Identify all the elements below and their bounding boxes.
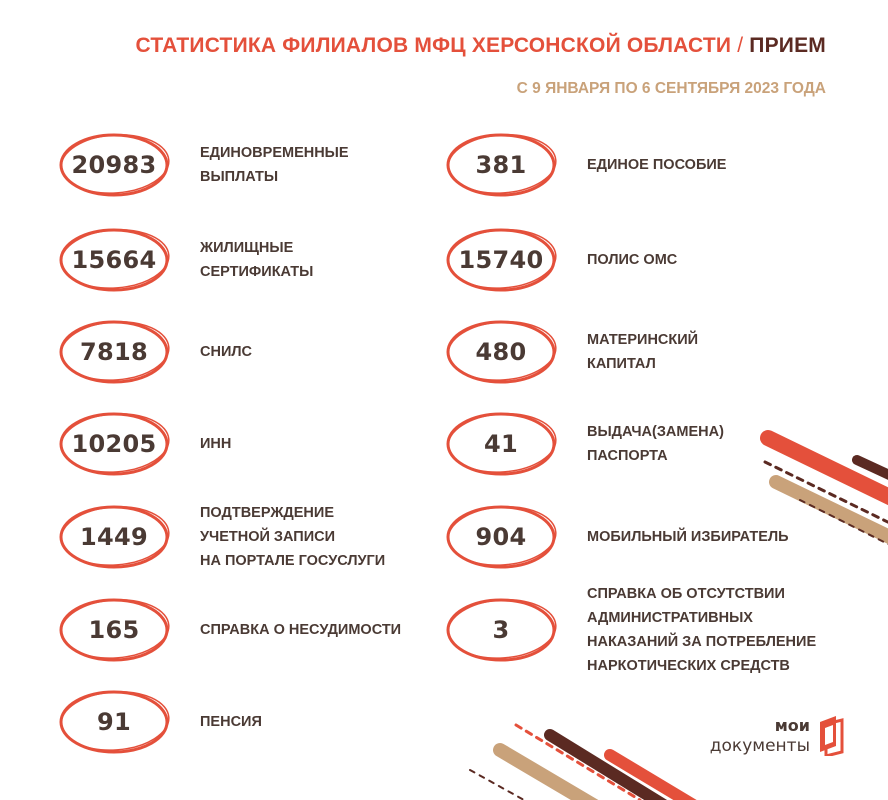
stat-item [58,125,478,205]
stat-item [445,125,865,205]
label-line: УЧЕТНОЙ ЗАПИСИ [200,529,336,545]
label-line: КАПИТАЛ [587,356,656,372]
title-main: СТАТИСТИКА ФИЛИАЛОВ МФЦ ХЕРСОНСКОЙ ОБЛАСТИ [135,34,732,57]
stat-label [200,340,470,364]
stat-oval [58,227,170,293]
stat-oval [58,597,170,663]
label-line: ЕДИНОЕ ПОСОБИЕ [587,157,727,173]
stat-label [200,236,470,284]
stat-item [58,404,478,484]
stat-oval [58,319,170,385]
title-sub: ПРИЕМ [749,34,826,57]
label-line: ВЫДАЧА(ЗАМЕНА) [587,424,724,440]
label-line: СЕРТИФИКАТЫ [200,264,314,280]
label-line: МАТЕРИНСКИЙ [587,332,699,348]
stat-label [587,153,857,177]
label-line: СНИЛС [200,344,253,360]
stat-value: 15664 [71,246,157,274]
label-line: СПРАВКА О НЕСУДИМОСТИ [200,622,402,638]
label-line: НАРКОТИЧЕСКИХ СРЕДСТВ [587,658,790,674]
stat-item [58,590,478,670]
label-line: ПОДТВЕРЖДЕНИЕ [200,505,334,521]
stat-label [200,710,470,734]
stat-value: 480 [475,338,527,366]
label-line: ЖИЛИЩНЫЕ [200,240,294,256]
stat-value: 91 [97,708,131,736]
stat-item [445,404,865,484]
label-line: ПАСПОРТА [587,448,668,464]
stat-value: 165 [88,616,140,644]
logo-mark-icon [816,716,846,756]
label-line: ПОЛИС ОМС [587,252,678,268]
stat-oval [58,689,170,755]
stat-label [200,141,470,189]
label-line: МОБИЛЬНЫЙ ИЗБИРАТЕЛЬ [587,529,789,545]
label-line: СПРАВКА ОБ ОТСУТСТВИИ [587,586,785,602]
stat-label [587,582,867,678]
stat-oval [445,227,557,293]
stat-label [200,618,470,642]
stat-item [58,312,478,392]
stat-label [587,420,857,468]
label-line: АДМИНИСТРАТИВНЫХ [587,610,753,626]
stat-oval [445,597,557,663]
stat-oval [445,132,557,198]
stat-item [58,220,478,300]
stat-label [587,248,857,272]
logo-line2: документы [709,736,810,756]
stat-item [58,682,478,762]
date-range: С 9 ЯНВАРЯ ПО 6 СЕНТЯБРЯ 2023 ГОДА [516,80,826,97]
stat-item [58,497,478,577]
stat-value: 20983 [71,151,157,179]
stat-value: 7818 [80,338,148,366]
stat-label [587,525,857,549]
stat-value: 904 [475,523,527,551]
stat-oval [58,411,170,477]
stat-value: 3 [492,616,510,644]
stat-value: 381 [475,151,527,179]
stat-oval [58,132,170,198]
stat-oval [58,504,170,570]
label-line: НА ПОРТАЛЕ ГОСУСЛУГИ [200,553,386,569]
label-line: ИНН [200,436,232,452]
label-line: НАКАЗАНИЙ ЗА ПОТРЕБЛЕНИЕ [587,634,817,650]
stat-label [200,432,470,456]
label-line: ПЕНСИЯ [200,714,262,730]
stat-oval [445,411,557,477]
stat-label [587,328,857,376]
stat-value: 15740 [458,246,544,274]
stat-oval [445,504,557,570]
stat-item [445,586,865,674]
logo-line1: мои [774,716,810,735]
stat-value: 10205 [71,430,157,458]
stat-item [445,312,865,392]
stat-value: 1449 [80,523,148,551]
stat-value: 41 [484,430,518,458]
label-line: ЕДИНОВРЕМЕННЫЕ [200,145,349,161]
title-slash: / [737,34,744,57]
stat-item [445,497,865,577]
label-line: ВЫПЛАТЫ [200,169,279,185]
moi-dokumenty-logo [696,716,846,766]
stat-item [445,220,865,300]
stat-label [200,501,470,573]
stat-oval [445,319,557,385]
